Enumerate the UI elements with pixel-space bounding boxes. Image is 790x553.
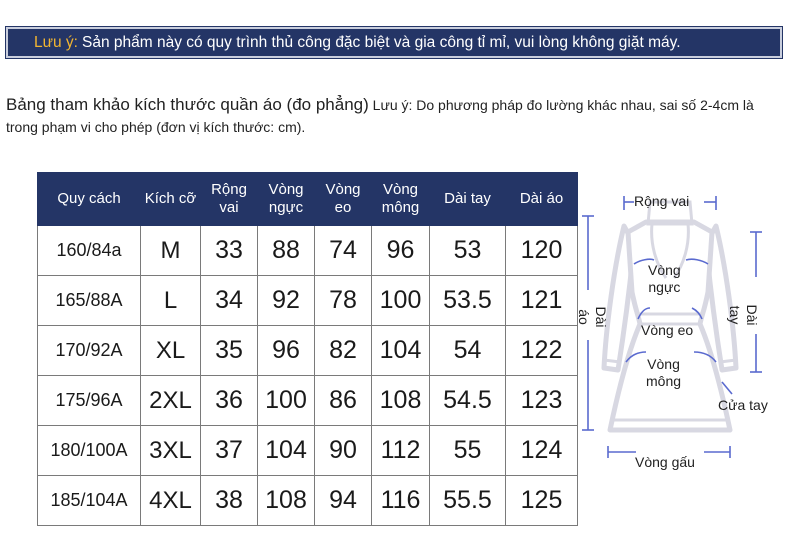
cell-chest: 92 (258, 276, 315, 326)
label-chest: Vòng ngực (648, 262, 681, 295)
cell-chest: 104 (258, 426, 315, 476)
notice-label: Lưu ý: (34, 33, 78, 51)
header-sleeve: Dài tay (430, 173, 506, 226)
cell-sleeve: 53.5 (430, 276, 506, 326)
size-table-header (38, 173, 578, 226)
cell-shoulder: 37 (201, 426, 258, 476)
cell-spec: 185/104A (38, 476, 141, 526)
table-row (38, 326, 578, 376)
table-row (38, 376, 578, 426)
cell-chest: 100 (258, 376, 315, 426)
cell-length: 121 (506, 276, 578, 326)
table-row (38, 276, 578, 326)
label-sleeve: Dài tay (727, 304, 760, 326)
cell-chest: 88 (258, 226, 315, 276)
cell-length: 120 (506, 226, 578, 276)
cell-shoulder: 35 (201, 326, 258, 376)
label-hem: Vòng gấu (635, 454, 695, 470)
cell-length: 124 (506, 426, 578, 476)
size-table (37, 172, 578, 526)
cell-shoulder: 38 (201, 476, 258, 526)
cell-size: 4XL (141, 476, 201, 526)
cell-size: L (141, 276, 201, 326)
cell-hip: 100 (372, 276, 430, 326)
table-row (38, 476, 578, 526)
header-spec: Quy cách (38, 173, 141, 226)
header-hip: Vòng mông (372, 173, 430, 226)
cell-hip: 112 (372, 426, 430, 476)
cell-spec: 175/96A (38, 376, 141, 426)
cell-length: 122 (506, 326, 578, 376)
label-waist: Vòng eo (641, 322, 694, 338)
cell-length: 125 (506, 476, 578, 526)
cell-waist: 82 (315, 326, 372, 376)
cell-waist: 74 (315, 226, 372, 276)
cell-size: 2XL (141, 376, 201, 426)
cell-chest: 108 (258, 476, 315, 526)
header-shoulder: Rộng vai (201, 173, 258, 226)
cell-size: M (141, 226, 201, 276)
cell-size: 3XL (141, 426, 201, 476)
cell-sleeve: 54.5 (430, 376, 506, 426)
header-length: Dài áo (506, 173, 578, 226)
cell-spec: 180/100A (38, 426, 141, 476)
cell-hip: 108 (372, 376, 430, 426)
cell-hip: 116 (372, 476, 430, 526)
cell-waist: 94 (315, 476, 372, 526)
size-chart-heading (6, 94, 776, 138)
cell-size: XL (141, 326, 201, 376)
heading-title: Bảng tham khảo kích thước quần áo (đo phẳng) (6, 95, 369, 114)
cell-sleeve: 55 (430, 426, 506, 476)
cell-sleeve: 55.5 (430, 476, 506, 526)
cell-hip: 96 (372, 226, 430, 276)
label-length: Dài áo (576, 306, 609, 328)
label-shoulder-width: Rộng vai (634, 193, 690, 209)
header-waist: Vòng eo (315, 173, 372, 226)
cell-spec: 160/84a (38, 226, 141, 276)
cell-sleeve: 53 (430, 226, 506, 276)
cell-waist: 90 (315, 426, 372, 476)
label-hip: Vòng mông (646, 356, 682, 389)
table-row (38, 226, 578, 276)
care-notice-banner (6, 27, 782, 58)
cell-shoulder: 34 (201, 276, 258, 326)
table-row (38, 426, 578, 476)
heading-note: Lưu ý: Do phương pháp đo lường khác nhau, sai số 2-4cm là trong phạm vi cho phép (đơn vị kích thước: cm). (6, 97, 754, 135)
cell-spec: 170/92A (38, 326, 141, 376)
notice-text: Sản phẩm này có quy trình thủ công đặc biệt và gia công tỉ mỉ, vui lòng không giặt máy. (81, 33, 681, 51)
header-chest: Vòng ngực (258, 173, 315, 226)
cell-waist: 86 (315, 376, 372, 426)
cell-waist: 78 (315, 276, 372, 326)
cell-hip: 104 (372, 326, 430, 376)
cell-chest: 96 (258, 326, 315, 376)
label-cuff: Cửa tay (718, 397, 768, 413)
header-size: Kích cỡ (141, 173, 201, 226)
cell-shoulder: 33 (201, 226, 258, 276)
cell-shoulder: 36 (201, 376, 258, 426)
cell-length: 123 (506, 376, 578, 426)
cell-sleeve: 54 (430, 326, 506, 376)
cell-spec: 165/88A (38, 276, 141, 326)
